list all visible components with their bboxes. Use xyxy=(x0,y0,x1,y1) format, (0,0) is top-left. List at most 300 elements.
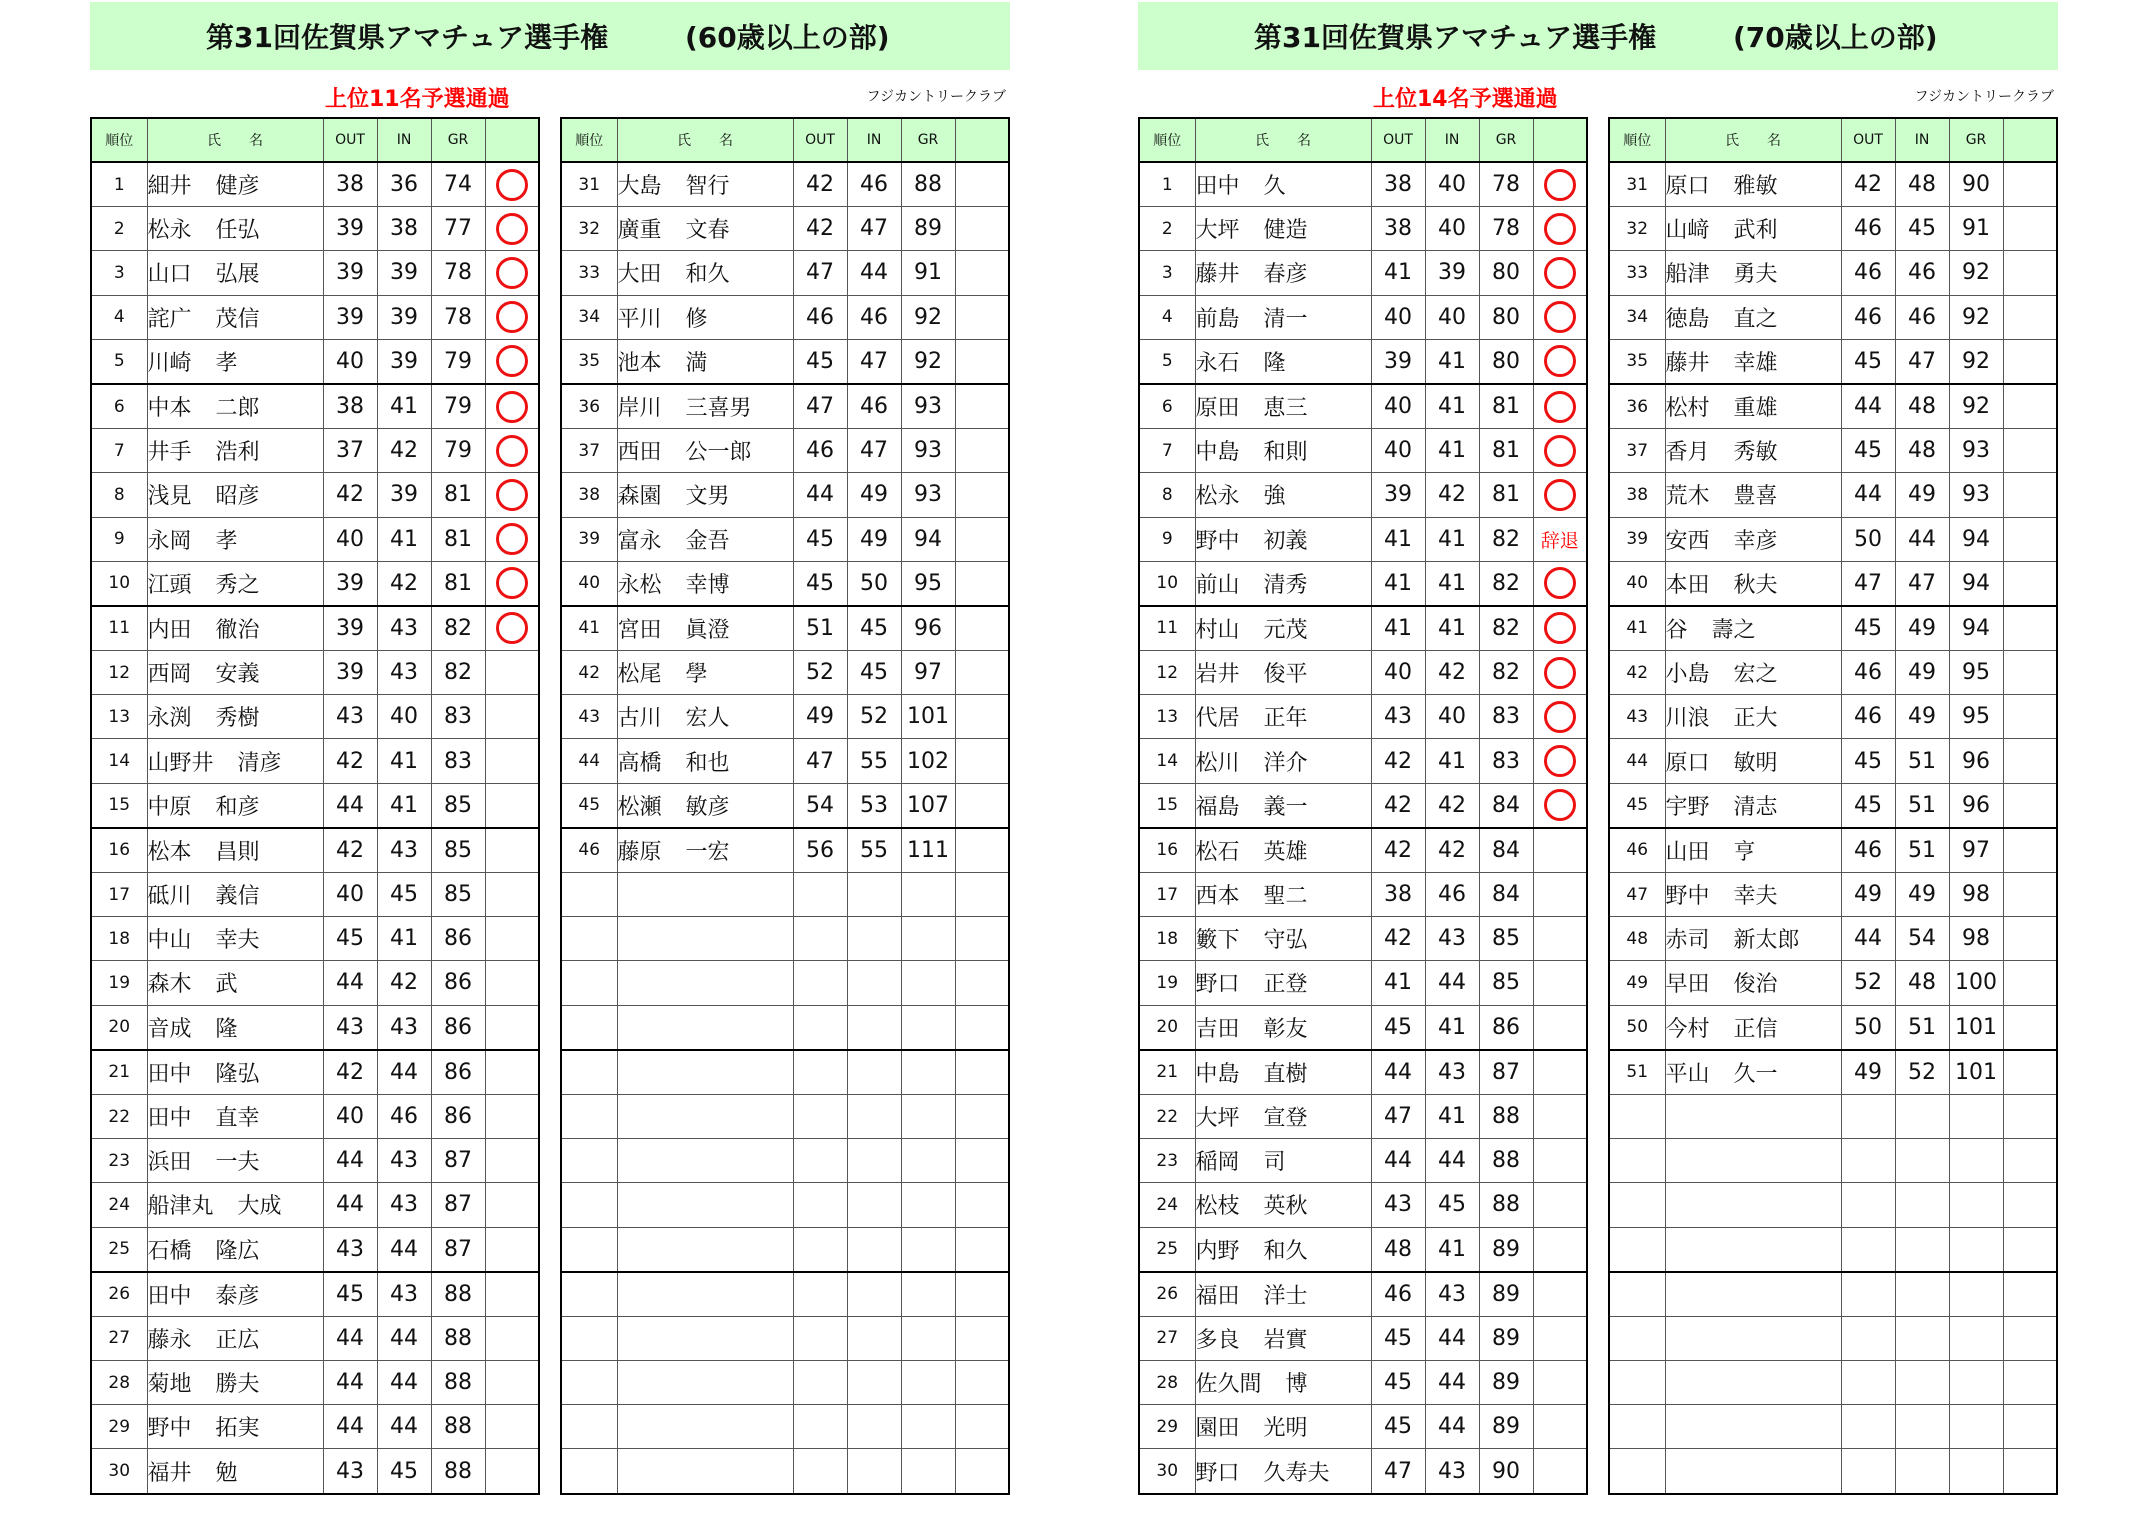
rank-cell xyxy=(561,1405,617,1449)
gross-score-cell: 96 xyxy=(1949,783,2003,828)
in-score-cell: 49 xyxy=(1895,651,1949,695)
rank-cell: 45 xyxy=(1609,783,1665,828)
player-first-name: 文男 xyxy=(685,484,730,510)
qualify-mark-cell xyxy=(485,1050,539,1095)
player-first-name: 孝 xyxy=(215,350,238,376)
player-name-cell xyxy=(1195,295,1371,339)
rank-cell: 28 xyxy=(91,1361,147,1405)
player-first-name: 久一 xyxy=(1733,1061,1778,1087)
table-row xyxy=(1609,917,2057,961)
table-row xyxy=(1139,162,1587,207)
in-score-cell xyxy=(847,1449,901,1494)
player-first-name: 健造 xyxy=(1263,218,1308,244)
out-score-cell: 45 xyxy=(1371,1361,1425,1405)
qualify-mark-cell xyxy=(2003,1005,2057,1050)
in-score-cell: 41 xyxy=(1425,561,1479,606)
gross-score-cell: 87 xyxy=(431,1183,485,1227)
player-name-cell xyxy=(617,1316,793,1360)
in-score-cell: 40 xyxy=(1425,295,1479,339)
in-score-cell: 36 xyxy=(377,162,431,207)
in-score-cell: 45 xyxy=(1895,207,1949,251)
header-gr: GR xyxy=(901,118,955,162)
table-row xyxy=(91,873,539,917)
player-last-name: 池本 xyxy=(617,350,662,376)
player-first-name: 正信 xyxy=(1733,1016,1778,1042)
table-row xyxy=(1609,1272,2057,1317)
player-name-cell xyxy=(1665,917,1841,961)
gross-score-cell: 83 xyxy=(431,739,485,783)
rank-cell: 16 xyxy=(91,828,147,873)
qualify-mark-cell xyxy=(1533,517,1587,561)
gross-score-cell: 89 xyxy=(1479,1361,1533,1405)
rank-cell: 6 xyxy=(91,384,147,429)
gross-score-cell xyxy=(901,1183,955,1227)
qualified-circle-icon xyxy=(1544,257,1576,289)
header-in: IN xyxy=(847,118,901,162)
out-score-cell xyxy=(793,1139,847,1183)
qualify-mark-cell xyxy=(1533,295,1587,339)
player-name-cell xyxy=(1195,207,1371,251)
out-score-cell xyxy=(1841,1361,1895,1405)
player-name-cell xyxy=(147,1005,323,1050)
table-row xyxy=(1139,961,1587,1005)
in-score-cell: 45 xyxy=(377,873,431,917)
player-last-name: 藤井 xyxy=(1665,350,1710,376)
in-score-cell xyxy=(847,961,901,1005)
player-first-name: 聖二 xyxy=(1263,884,1308,910)
player-last-name: 山田 xyxy=(1665,839,1710,865)
table-row xyxy=(561,251,1009,295)
out-score-cell xyxy=(793,1449,847,1494)
table-row xyxy=(1609,1139,2057,1183)
in-score-cell xyxy=(847,1405,901,1449)
out-score-cell: 45 xyxy=(1371,1405,1425,1449)
in-score-cell: 42 xyxy=(1425,783,1479,828)
table-row xyxy=(1609,295,2057,339)
qualify-mark-cell xyxy=(955,873,1009,917)
in-score-cell: 42 xyxy=(1425,828,1479,873)
player-first-name: 宏人 xyxy=(685,706,730,732)
out-score-cell: 44 xyxy=(323,1316,377,1360)
qualify-mark-cell xyxy=(485,384,539,429)
table-row xyxy=(91,1227,539,1272)
out-score-cell: 44 xyxy=(323,1139,377,1183)
table-row xyxy=(91,1094,539,1138)
header-rank: 順位 xyxy=(1609,118,1665,162)
table-row xyxy=(91,917,539,961)
table-row xyxy=(561,1449,1009,1494)
rank-cell: 19 xyxy=(1139,961,1195,1005)
player-last-name: 松瀬 xyxy=(617,794,662,820)
qualify-mark-cell xyxy=(485,207,539,251)
player-first-name: 壽之 xyxy=(1711,617,1756,643)
table-row xyxy=(561,517,1009,561)
player-name-cell xyxy=(617,1449,793,1494)
table-row xyxy=(1609,339,2057,384)
in-score-cell: 44 xyxy=(377,1050,431,1095)
gross-score-cell: 96 xyxy=(901,606,955,651)
qualify-mark-cell xyxy=(955,1139,1009,1183)
header-name: 氏 名 xyxy=(147,118,323,162)
player-name-cell xyxy=(617,917,793,961)
in-score-cell: 45 xyxy=(847,651,901,695)
player-name-cell xyxy=(1665,783,1841,828)
player-last-name: 富永 xyxy=(617,528,662,554)
table-row xyxy=(91,1361,539,1405)
table-row xyxy=(91,783,539,828)
out-score-cell: 44 xyxy=(323,1405,377,1449)
out-score-cell: 41 xyxy=(1371,561,1425,606)
out-score-cell xyxy=(793,1227,847,1272)
player-last-name: 砥川 xyxy=(147,884,192,910)
in-score-cell: 43 xyxy=(1425,917,1479,961)
player-last-name: 荒木 xyxy=(1665,484,1710,510)
gross-score-cell: 78 xyxy=(1479,162,1533,207)
in-score-cell xyxy=(847,1050,901,1095)
in-score-cell: 47 xyxy=(847,339,901,384)
in-score-cell: 44 xyxy=(1425,1316,1479,1360)
player-first-name: 洋士 xyxy=(1263,1283,1308,1309)
player-name-cell xyxy=(617,429,793,473)
player-first-name: 文春 xyxy=(685,218,730,244)
player-name-cell xyxy=(1665,606,1841,651)
player-last-name: 大田 xyxy=(617,262,662,288)
player-last-name: 野中 xyxy=(1195,528,1240,554)
out-score-cell: 40 xyxy=(1371,651,1425,695)
out-score-cell: 47 xyxy=(1371,1094,1425,1138)
qualified-circle-icon xyxy=(1544,789,1576,821)
player-first-name: 正大 xyxy=(1733,706,1778,732)
player-name-cell xyxy=(1195,1183,1371,1227)
qualify-mark-cell xyxy=(1533,429,1587,473)
player-first-name: 隆 xyxy=(215,1016,238,1042)
player-last-name: 藤永 xyxy=(147,1327,192,1353)
gross-score-cell: 84 xyxy=(1479,828,1533,873)
qualify-mark-cell xyxy=(1533,961,1587,1005)
player-name-cell xyxy=(1195,651,1371,695)
player-name-cell xyxy=(617,295,793,339)
table-row xyxy=(1139,339,1587,384)
player-name-cell xyxy=(1665,1050,1841,1095)
qualify-mark-cell xyxy=(2003,339,2057,384)
out-score-cell: 54 xyxy=(793,783,847,828)
player-name-cell xyxy=(147,1316,323,1360)
rank-cell: 46 xyxy=(561,828,617,873)
qualify-mark-cell xyxy=(2003,561,2057,606)
rank-cell xyxy=(1609,1361,1665,1405)
gross-score-cell xyxy=(1949,1227,2003,1272)
in-score-cell: 46 xyxy=(1895,251,1949,295)
rank-cell: 43 xyxy=(1609,695,1665,739)
player-first-name: 徹治 xyxy=(215,617,260,643)
player-name-cell xyxy=(1665,828,1841,873)
gross-score-cell: 83 xyxy=(431,695,485,739)
player-name-cell xyxy=(1195,1227,1371,1272)
qualify-mark-cell xyxy=(485,295,539,339)
in-score-cell: 46 xyxy=(847,384,901,429)
player-name-cell xyxy=(1195,1005,1371,1050)
qualify-mark-cell xyxy=(1533,384,1587,429)
out-score-cell: 41 xyxy=(1371,961,1425,1005)
qualify-mark-cell xyxy=(955,606,1009,651)
player-last-name: 岸川 xyxy=(617,396,662,422)
out-score-cell: 56 xyxy=(793,828,847,873)
in-score-cell xyxy=(1895,1449,1949,1494)
player-first-name: 隆広 xyxy=(215,1238,260,1264)
gross-score-cell: 93 xyxy=(901,429,955,473)
player-name-cell xyxy=(617,517,793,561)
player-last-name: 細井 xyxy=(147,174,192,200)
table-row xyxy=(91,429,539,473)
rank-cell: 33 xyxy=(1609,251,1665,295)
qualify-mark-cell xyxy=(955,739,1009,783)
rank-cell: 25 xyxy=(91,1227,147,1272)
player-name-cell xyxy=(1665,251,1841,295)
out-score-cell xyxy=(1841,1094,1895,1138)
table-row xyxy=(561,1005,1009,1050)
out-score-cell: 45 xyxy=(793,517,847,561)
rank-cell: 21 xyxy=(91,1050,147,1095)
out-score-cell: 41 xyxy=(1371,606,1425,651)
table-row xyxy=(561,1316,1009,1360)
in-score-cell: 51 xyxy=(1895,783,1949,828)
section-70 xyxy=(1138,0,2058,1518)
qualify-mark-cell xyxy=(955,517,1009,561)
out-score-cell: 46 xyxy=(1841,251,1895,295)
gross-score-cell xyxy=(1949,1094,2003,1138)
out-score-cell: 40 xyxy=(1371,295,1425,339)
player-name-cell xyxy=(1195,1449,1371,1494)
qualify-mark-cell xyxy=(1533,162,1587,207)
out-score-cell: 52 xyxy=(793,651,847,695)
out-score-cell: 44 xyxy=(1841,917,1895,961)
player-last-name: 原田 xyxy=(1195,396,1240,422)
player-name-cell xyxy=(1665,1094,1841,1138)
header-gr: GR xyxy=(431,118,485,162)
out-score-cell: 45 xyxy=(1371,1316,1425,1360)
table-row xyxy=(1609,606,2057,651)
player-name-cell xyxy=(1195,384,1371,429)
in-score-cell xyxy=(847,1094,901,1138)
rank-cell: 13 xyxy=(91,695,147,739)
player-last-name: 前山 xyxy=(1195,572,1240,598)
out-score-cell xyxy=(793,961,847,1005)
player-last-name: 田中 xyxy=(147,1061,192,1087)
out-score-cell xyxy=(793,1183,847,1227)
out-score-cell: 43 xyxy=(1371,1183,1425,1227)
rank-cell xyxy=(561,1361,617,1405)
table-row xyxy=(1139,783,1587,828)
qualify-mark-cell xyxy=(485,251,539,295)
out-score-cell: 45 xyxy=(1841,606,1895,651)
in-score-cell: 39 xyxy=(377,339,431,384)
table-row xyxy=(1609,561,2057,606)
rank-cell: 14 xyxy=(91,739,147,783)
in-score-cell: 39 xyxy=(377,295,431,339)
gross-score-cell: 88 xyxy=(1479,1183,1533,1227)
player-name-cell xyxy=(147,695,323,739)
in-score-cell xyxy=(1895,1227,1949,1272)
in-score-cell: 44 xyxy=(1425,1361,1479,1405)
rank-cell: 19 xyxy=(91,961,147,1005)
gross-score-cell: 78 xyxy=(1479,207,1533,251)
rank-cell: 8 xyxy=(1139,473,1195,517)
header-out: OUT xyxy=(1371,118,1425,162)
player-first-name: 秀敏 xyxy=(1733,440,1778,466)
table-row xyxy=(1139,1361,1587,1405)
player-first-name: 和久 xyxy=(685,262,730,288)
qualify-mark-cell xyxy=(485,961,539,1005)
table-row xyxy=(561,783,1009,828)
qualify-mark-cell xyxy=(485,1005,539,1050)
table-row xyxy=(1609,1405,2057,1449)
player-last-name: 安西 xyxy=(1665,528,1710,554)
qualify-mark-cell xyxy=(1533,1449,1587,1494)
gross-score-cell: 79 xyxy=(431,429,485,473)
out-score-cell: 44 xyxy=(323,783,377,828)
table-row xyxy=(561,961,1009,1005)
qualify-mark-cell xyxy=(2003,1449,2057,1494)
out-score-cell xyxy=(793,1361,847,1405)
out-score-cell: 39 xyxy=(323,651,377,695)
qualify-mark-cell xyxy=(1533,695,1587,739)
club-name: フジカントリークラブ xyxy=(1914,89,2054,105)
out-score-cell: 42 xyxy=(1371,739,1425,783)
out-score-cell xyxy=(793,1005,847,1050)
table-row xyxy=(561,917,1009,961)
qualified-circle-icon xyxy=(496,612,528,644)
table-row xyxy=(561,162,1009,207)
in-score-cell: 47 xyxy=(847,429,901,473)
player-name-cell xyxy=(617,1005,793,1050)
in-score-cell: 50 xyxy=(847,561,901,606)
rank-cell: 47 xyxy=(1609,873,1665,917)
player-first-name: 敏明 xyxy=(1733,750,1778,776)
qualified-circle-icon xyxy=(496,435,528,467)
qualified-circle-icon xyxy=(1544,657,1576,689)
qualify-mark-cell xyxy=(955,251,1009,295)
player-first-name: 拓実 xyxy=(215,1416,260,1442)
gross-score-cell: 94 xyxy=(1949,517,2003,561)
player-first-name: 元茂 xyxy=(1263,617,1308,643)
out-score-cell: 44 xyxy=(793,473,847,517)
player-last-name: 稲岡 xyxy=(1195,1150,1240,1176)
player-last-name: 多良 xyxy=(1195,1327,1240,1353)
player-name-cell xyxy=(1665,739,1841,783)
out-score-cell: 49 xyxy=(1841,1050,1895,1095)
qualify-mark-cell xyxy=(955,961,1009,1005)
player-name-cell xyxy=(1665,1227,1841,1272)
qualify-note: 上位11名予選通過 xyxy=(325,87,510,112)
player-last-name: 浜田 xyxy=(147,1150,192,1176)
qualify-mark-cell xyxy=(485,739,539,783)
player-first-name: 幸博 xyxy=(685,572,730,598)
qualify-mark-cell xyxy=(2003,473,2057,517)
player-name-cell xyxy=(147,162,323,207)
out-score-cell xyxy=(1841,1405,1895,1449)
player-name-cell xyxy=(147,1361,323,1405)
table-row xyxy=(561,651,1009,695)
rank-cell: 6 xyxy=(1139,384,1195,429)
table-row xyxy=(1139,384,1587,429)
table-row xyxy=(1609,384,2057,429)
out-score-cell: 42 xyxy=(1371,828,1425,873)
table-row xyxy=(1609,162,2057,207)
player-last-name: 西本 xyxy=(1195,884,1240,910)
player-name-cell xyxy=(617,739,793,783)
gross-score-cell: 82 xyxy=(431,606,485,651)
table-row xyxy=(561,1094,1009,1138)
out-score-cell xyxy=(793,1405,847,1449)
table-row xyxy=(1609,1316,2057,1360)
table-row xyxy=(1139,873,1587,917)
player-first-name: 隆弘 xyxy=(215,1061,260,1087)
rank-cell: 2 xyxy=(1139,207,1195,251)
qualify-mark-cell xyxy=(955,1227,1009,1272)
gross-score-cell: 85 xyxy=(431,783,485,828)
in-score-cell: 46 xyxy=(1425,873,1479,917)
gross-score-cell xyxy=(901,1139,955,1183)
qualify-mark-cell xyxy=(955,1361,1009,1405)
player-first-name: 和也 xyxy=(685,750,730,776)
table-row xyxy=(91,606,539,651)
player-first-name: 勝夫 xyxy=(215,1372,260,1398)
out-score-cell: 38 xyxy=(1371,162,1425,207)
qualified-circle-icon xyxy=(1544,301,1576,333)
out-score-cell: 42 xyxy=(1371,783,1425,828)
qualified-circle-icon xyxy=(496,391,528,423)
in-score-cell: 39 xyxy=(1425,251,1479,295)
qualify-mark-cell xyxy=(485,162,539,207)
table-row xyxy=(561,1227,1009,1272)
rank-cell: 26 xyxy=(1139,1272,1195,1317)
gross-score-cell: 85 xyxy=(431,873,485,917)
player-name-cell xyxy=(1195,961,1371,1005)
table-row xyxy=(1139,295,1587,339)
player-first-name: 浩利 xyxy=(215,440,260,466)
gross-score-cell: 92 xyxy=(1949,339,2003,384)
in-score-cell: 38 xyxy=(377,207,431,251)
gross-score-cell xyxy=(901,1316,955,1360)
table-row xyxy=(561,339,1009,384)
in-score-cell: 41 xyxy=(377,783,431,828)
table-row xyxy=(561,207,1009,251)
out-score-cell xyxy=(1841,1183,1895,1227)
player-last-name: 廣重 xyxy=(617,218,662,244)
player-name-cell xyxy=(1195,828,1371,873)
qualify-mark-cell xyxy=(1533,1405,1587,1449)
table-row xyxy=(1139,1272,1587,1317)
qualify-mark-cell xyxy=(2003,783,2057,828)
rank-cell: 31 xyxy=(1609,162,1665,207)
table-row xyxy=(1139,517,1587,561)
qualify-mark-cell xyxy=(485,561,539,606)
player-first-name: 正登 xyxy=(1263,972,1308,998)
player-first-name: 直樹 xyxy=(1263,1061,1308,1087)
player-last-name: 大坪 xyxy=(1195,218,1240,244)
table-row xyxy=(561,739,1009,783)
out-score-cell xyxy=(793,1050,847,1095)
table-row xyxy=(561,873,1009,917)
gross-score-cell: 85 xyxy=(1479,917,1533,961)
qualify-mark-cell xyxy=(2003,429,2057,473)
player-name-cell xyxy=(1195,517,1371,561)
gross-score-cell: 95 xyxy=(1949,651,2003,695)
qualify-mark-cell xyxy=(955,473,1009,517)
gross-score-cell: 88 xyxy=(431,1405,485,1449)
rank-cell: 39 xyxy=(561,517,617,561)
in-score-cell: 49 xyxy=(1895,473,1949,517)
